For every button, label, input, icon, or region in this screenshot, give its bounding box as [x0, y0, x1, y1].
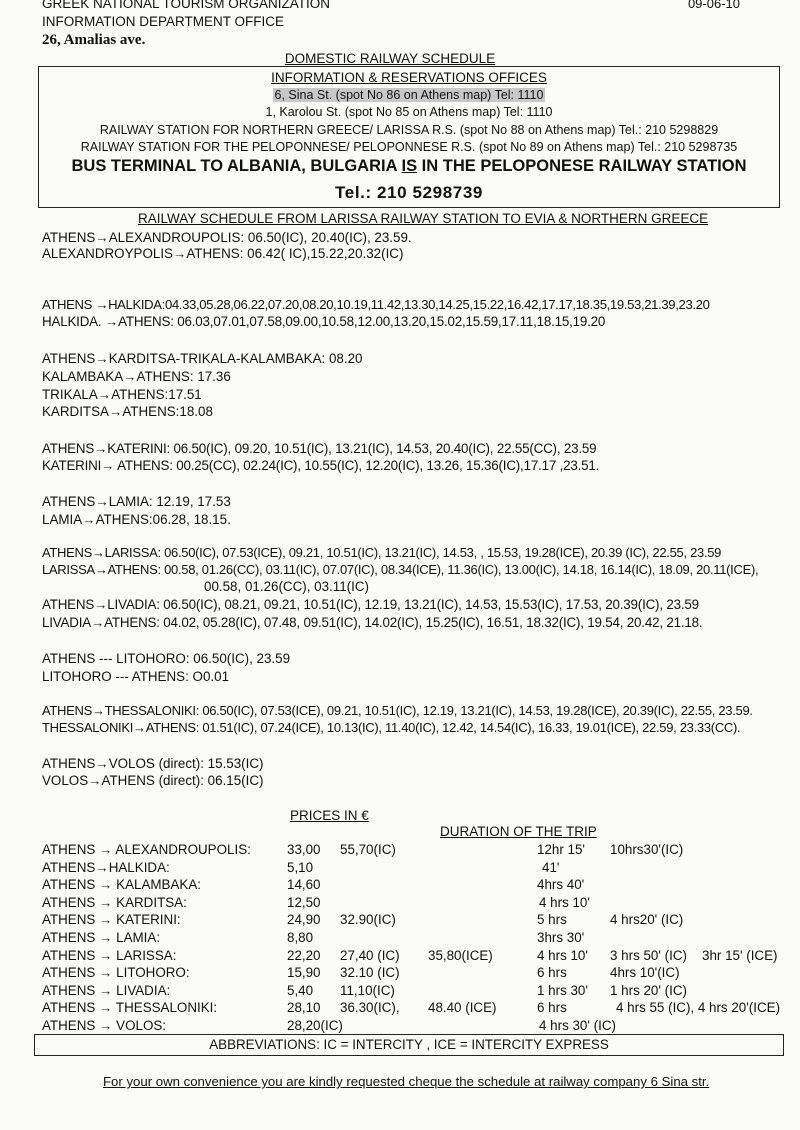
duration-ic: 10hrs30'(IC) — [610, 842, 684, 857]
schedule-line: LAMIA→ATHENS:06.28, 18.15. — [42, 512, 231, 527]
price-regular: 33,00 — [287, 842, 321, 857]
price-ic: 11,10(IC) — [340, 982, 395, 998]
duration-regular: 6 hrs — [537, 1000, 567, 1016]
schedule-line: THESSALONIKI→ATHENS: 01.51(IC), 07.24(ICE), 10.13(IC), 11.40(IC), 12.42, 14.54(IC), 16.33, 19.01(ICE), 22.59, 23.33(CC). — [42, 720, 741, 735]
bus-terminal-post: IN THE PELOPONESE RAILWAY STATION — [417, 157, 747, 175]
schedule-line: ALEXANDROYPOLIS→ATHENS: 06.42( IC),15.22,20.32(IC) — [42, 246, 404, 261]
duration-ice: 3hr 15' (ICE) — [702, 947, 778, 963]
price-row — [42, 948, 782, 965]
price-row — [42, 930, 782, 947]
price-row — [42, 895, 782, 912]
price-row — [42, 1018, 782, 1035]
schedule-line: ATHENS→ALEXANDROUPOLIS: 06.50(IC), 20.40(IC), 23.59. — [42, 230, 412, 245]
price-route: ATHENS → LARISSA: — [42, 947, 177, 963]
duration-regular: 4hrs 40' — [537, 877, 585, 893]
schedule-title: RAILWAY SCHEDULE FROM LARISSA RAILWAY STATION TO EVIA & NORTHERN GREECE — [138, 211, 709, 226]
price-ic: 32.10 (IC) — [340, 965, 400, 981]
info-box — [38, 66, 780, 208]
schedule-line: KALAMBAKA→ATHENS: 17.36 — [42, 369, 231, 384]
duration-regular: 6 hrs — [537, 965, 567, 981]
price-ic: 36.30(IC), — [340, 1000, 400, 1016]
price-row — [42, 965, 782, 982]
abbreviations-box — [34, 1034, 784, 1056]
price-row — [42, 983, 782, 1000]
document-title: DOMESTIC RAILWAY SCHEDULE — [284, 51, 496, 66]
price-route: ATHENS → KARDITSA: — [42, 894, 187, 910]
prices-title: PRICES IN € — [290, 808, 369, 823]
department-name: INFORMATION DEPARTMENT OFFICE — [42, 14, 285, 29]
duration-ic: 4 hrs20' (IC) — [610, 912, 684, 928]
price-row — [42, 877, 782, 894]
schedule-line: TRIKALA→ATHENS:17.51 — [42, 387, 202, 402]
price-regular: 12,50 — [287, 894, 321, 910]
price-row — [42, 1000, 782, 1017]
price-route: ATHENS → LITOHORO: — [42, 965, 190, 981]
info-station-northern: RAILWAY STATION FOR NORTHERN GREECE/ LARISSA R.S. (spot No 88 on Athens map) Tel.: 210 5298829 — [99, 123, 719, 137]
duration-regular: 41' — [542, 859, 560, 875]
price-ic: 27,40 (IC) — [340, 947, 400, 963]
bus-terminal-is: IS — [401, 157, 418, 175]
price-regular: 22,20 — [287, 947, 321, 963]
schedule-line: ATHENS→LIVADIA: 06.50(IC), 08.21, 09.21, 10.51(IC), 12.19, 13.21(IC), 14.53, 15.53(IC), 17.53, 20.39(IC), 23.59 — [42, 597, 699, 612]
schedule-line: ATHENS →HALKIDA:04.33,05.28,06.22,07.20,08.20,10.19,11.42,13.30,14.25,15.22,16.42,17.17,18.35,19.53,21.39,23.20 — [42, 297, 710, 312]
schedule-line: LIVADIA→ATHENS: 04.02, 05.28(IC), 07.48, 09.51(IC), 14.02(IC), 15.25(IC), 16.51, 18.32(IC), 19.54, 20.42, 21.18. — [42, 615, 703, 630]
duration-ic: 1 hrs 20' (IC) — [610, 982, 687, 998]
info-office-karolou: 1, Karolou St. (spot No 85 on Athens map) Tel: 1110 — [265, 105, 553, 119]
schedule-line: KARDITSA→ATHENS:18.08 — [42, 404, 213, 419]
schedule-line: ATHENS→THESSALONIKI: 06.50(IC), 07.53(ICE), 09.21, 10.51(IC), 12.19, 13.21(IC), 14.53, 19.28(ICE), 20.39(IC), 22.55, 23.59. — [42, 703, 753, 718]
price-regular: 24,90 — [287, 912, 321, 928]
duration-title: DURATION OF THE TRIP — [440, 824, 597, 839]
price-ic: 55,70(IC) — [340, 842, 396, 857]
price-route: ATHENS → VOLOS: — [42, 1018, 167, 1033]
schedule-line: 00.58, 01.26(CC), 03.11(IC) — [204, 579, 369, 594]
price-regular: 15,90 — [287, 965, 321, 981]
info-station-peloponnese: RAILWAY STATION FOR THE PELOPONNESE/ PELOPONNESE R.S. (spot No 89 on Athens map) Tel.: 210 5298735 — [80, 140, 738, 154]
schedule-line: ATHENS→LARISSA: 06.50(IC), 07.53(ICE), 09.21, 10.51(IC), 13.21(IC), 14.53, , 15.53, 19.28(ICE), 20.39 (IC), 22.55, 23.59 — [42, 545, 722, 560]
duration-regular: 4 hrs 10' — [537, 947, 588, 963]
price-ice: 35,80(ICE) — [428, 947, 493, 963]
document-date: 09-06-10 — [687, 0, 740, 11]
duration-regular: 4 hrs 10' — [539, 894, 590, 910]
schedule-line: HALKIDA. →ATHENS: 06.03,07.01,07.58,09.00,10.58,12.00,13.20,15.02,15.59,17.11,18.15,19.20 — [42, 314, 606, 329]
info-office-sina — [39, 88, 779, 102]
info-office-sina-text: 6, Sina St. (spot No 86 on Athens map) Tel: 1110 — [274, 88, 544, 102]
duration-ic: 4 hrs 55 (IC), 4 hrs 20'(ICE) — [616, 1000, 781, 1016]
price-route: ATHENS→HALKIDA: — [42, 859, 170, 875]
duration-regular: 1 hrs 30' — [537, 982, 588, 998]
duration-regular: 4 hrs 30' (IC) — [539, 1018, 616, 1033]
office-address: 26, Amalias ave. — [42, 32, 146, 48]
price-row — [42, 912, 782, 929]
price-ic: 32.90(IC) — [340, 912, 396, 928]
bus-terminal-pre: BUS TERMINAL TO ALBANIA, BULGARIA — [71, 157, 402, 175]
duration-regular: 3hrs 30' — [537, 930, 585, 945]
price-regular: 14,60 — [287, 877, 321, 893]
price-regular: 5,40 — [287, 982, 314, 998]
org-name: GREEK NATIONAL TOURISM ORGANIZATION — [42, 0, 331, 11]
price-regular: 28,20(IC) — [287, 1018, 343, 1033]
price-regular: 28,10 — [287, 1000, 321, 1016]
price-row — [42, 842, 782, 859]
bus-terminal-tel: Tel.: 210 5298739 — [335, 183, 483, 202]
schedule-line: ATHENS→VOLOS (direct): 15.53(IC) — [42, 756, 264, 771]
price-route: ATHENS → ALEXANDROUPOLIS: — [42, 842, 251, 857]
duration-ic: 4hrs 10'(IC) — [610, 965, 680, 981]
price-regular: 5,10 — [287, 859, 314, 875]
schedule-line: ATHENS→LAMIA: 12.19, 17.53 — [42, 494, 231, 509]
schedule-line: ATHENS→KARDITSA-TRIKALA-KALAMBAKA: 08.20 — [42, 351, 363, 366]
price-route: ATHENS → LAMIA: — [42, 930, 161, 945]
schedule-line: ATHENS --- LITOHORO: 06.50(IC), 23.59 — [42, 651, 291, 666]
schedule-line: LARISSA→ATHENS: 00.58, 01.26(CC), 03.11(IC), 07.07(IC), 08.34(ICE), 11.36(IC), 13.00(IC), 14.18, 16.14(IC), 18.09, 20.11(ICE), — [42, 562, 759, 577]
schedule-line: KATERINI→ ATHENS: 00.25(CC), 02.24(IC), 10.55(IC), 12.20(IC), 13.26, 15.36(IC),17.17 ,23.51. — [42, 458, 600, 473]
price-row — [42, 860, 782, 877]
info-heading: INFORMATION & RESERVATIONS OFFICES — [271, 70, 547, 85]
duration-ic: 3 hrs 50' (IC) — [610, 947, 687, 963]
abbreviations-text: ABBREVIATIONS: IC = INTERCITY , ICE = INTERCITY EXPRESS — [209, 1037, 609, 1052]
duration-regular: 12hr 15' — [537, 842, 585, 857]
price-route: ATHENS → KATERINI: — [42, 912, 181, 928]
price-regular: 8,80 — [287, 930, 314, 945]
bus-terminal-note — [39, 157, 779, 176]
schedule-line: LITOHORO --- ATHENS: O0.01 — [42, 669, 230, 684]
duration-regular: 5 hrs — [537, 912, 567, 928]
schedule-line: ATHENS→KATERINI: 06.50(IC), 09.20, 10.51(IC), 13.21(IC), 14.53, 20.40(IC), 22.55(CC), 23.59 — [42, 441, 597, 456]
price-route: ATHENS → KALAMBAKA: — [42, 877, 201, 893]
price-route: ATHENS → THESSALONIKI: — [42, 1000, 218, 1016]
footer-note: For your own convenience you are kindly requested cheque the schedule at railway company 6 Sina str. — [103, 1074, 710, 1089]
price-route: ATHENS → LIVADIA: — [42, 982, 171, 998]
price-ice: 48.40 (ICE) — [428, 1000, 497, 1016]
schedule-line: VOLOS→ATHENS (direct): 06.15(IC) — [42, 773, 264, 788]
